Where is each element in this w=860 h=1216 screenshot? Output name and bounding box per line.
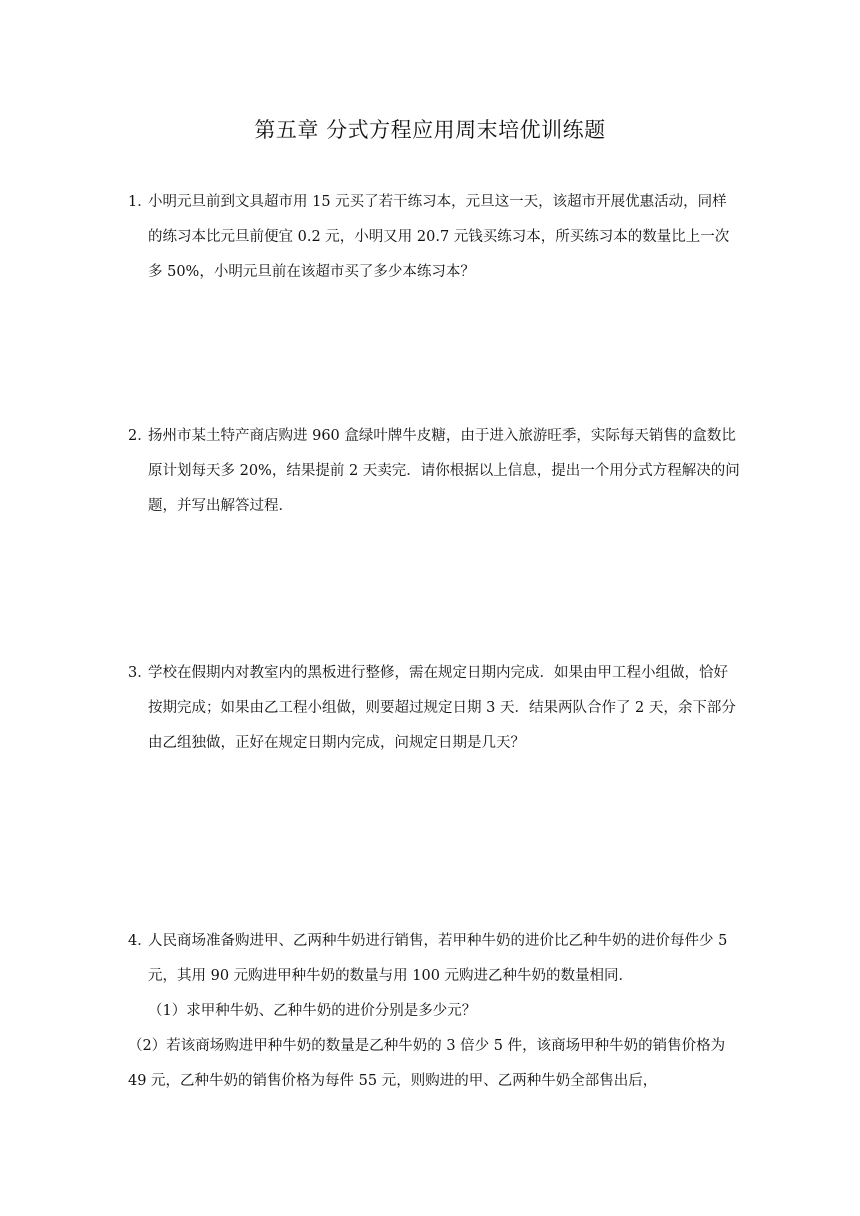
- problem-1-text: 小明元旦前到文具超市用 15 元买了若干练习本，元旦这一天，该超市开展优惠活动，同样的练习本比元旦前便宜 0.2 元，小明又用 20.7 元钱买练习本，所买练习本的数量比上一次多 50%，小明元旦前在该超市买了多少本练习本？: [148, 194, 730, 280]
- problem-3-body: [128, 656, 740, 761]
- problem-2-body: [128, 419, 740, 524]
- problem-3: [128, 656, 740, 761]
- problem-2: [128, 419, 740, 524]
- problem-2-text: 扬州市某土特产商店购进 960 盒绿叶牌牛皮糖，由于进入旅游旺季，实际每天销售的盒数比原计划每天多 20%，结果提前 2 天卖完．请你根据以上信息，提出一个用分式方程解决的问题，并写出解答过程．: [148, 428, 740, 514]
- document-title: 第五章 分式方程应用周末培优训练题: [254, 118, 606, 142]
- problem-4-part-2: （2）若该商场购进甲种牛奶的数量是乙种牛奶的 3 倍少 5 件，该商场甲种牛奶的销售价格为 49 元，乙种牛奶的销售价格为每件 55 元，则购进的甲、乙两种牛奶全部售出后，: [128, 1038, 726, 1089]
- problem-4-part-1: （1）求甲种牛奶、乙种牛奶的进价分别是多少元？: [148, 1003, 477, 1019]
- problem-4-body: [128, 924, 740, 994]
- problem-1: [128, 185, 740, 290]
- problem-3-text: 学校在假期内对教室内的黑板进行整修，需在规定日期内完成．如果由甲工程小组做，恰好按期完成；如果由乙工程小组做，则要超过规定日期 3 天．结果两队合作了 2 天，余下部分由乙组独做，正好在规定日期内完成，问规定日期是几天？: [148, 665, 736, 751]
- problem-4-text: 人民商场准备购进甲、乙两种牛奶进行销售，若甲种牛奶的进价比乙种牛奶的进价每件少 5 元，其用 90 元购进甲种牛奶的数量与用 100 元购进乙种牛奶的数量相同．: [148, 933, 728, 984]
- problem-4: [128, 924, 740, 1099]
- problem-1-number: 1．: [128, 194, 152, 210]
- problem-2-number: 2．: [128, 428, 152, 444]
- problem-4-number: 4．: [128, 933, 152, 949]
- problem-1-body: [128, 185, 740, 290]
- problem-3-number: 3．: [128, 665, 152, 681]
